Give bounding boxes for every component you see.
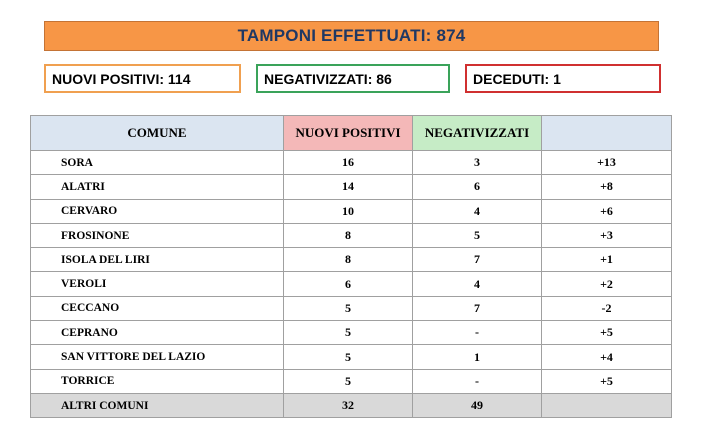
header-negativizzati: NEGATIVIZZATI (413, 116, 542, 151)
differenza-cell: +6 (542, 199, 672, 223)
tamponi-banner: TAMPONI EFFETTUATI: 874 (44, 21, 659, 51)
comune-cell: SAN VITTORE DEL LAZIO (31, 345, 284, 369)
nuovi-positivi-box: NUOVI POSITIVI: 114 (44, 64, 241, 93)
comune-cell: TORRICE (31, 369, 284, 393)
nuovi-positivi-cell: 5 (284, 321, 413, 345)
totals-row (31, 393, 672, 417)
comune-cell: ALATRI (31, 175, 284, 199)
header-comune: COMUNE (31, 116, 284, 151)
negativizzati-cell: 7 (413, 296, 542, 320)
negativizzati-cell: - (413, 321, 542, 345)
table-row (31, 248, 672, 272)
comune-cell: ISOLA DEL LIRI (31, 248, 284, 272)
deceduti-box: DECEDUTI: 1 (465, 64, 661, 93)
table-header-row (31, 116, 672, 151)
differenza-cell: +5 (542, 321, 672, 345)
negativizzati-cell: - (413, 369, 542, 393)
table-row (31, 369, 672, 393)
nuovi-positivi-cell: 5 (284, 369, 413, 393)
nuovi-positivi-cell: 5 (284, 296, 413, 320)
comune-cell: CECCANO (31, 296, 284, 320)
nuovi-positivi-cell: 10 (284, 199, 413, 223)
nuovi-positivi-cell: 5 (284, 345, 413, 369)
comune-cell: CERVARO (31, 199, 284, 223)
negativizzati-cell: 6 (413, 175, 542, 199)
table-row (31, 199, 672, 223)
table-row (31, 345, 672, 369)
table-row (31, 296, 672, 320)
negativizzati-cell: 4 (413, 199, 542, 223)
differenza-cell: +8 (542, 175, 672, 199)
comune-cell: FROSINONE (31, 223, 284, 247)
differenza-cell: +13 (542, 151, 672, 175)
table-row (31, 321, 672, 345)
differenza-cell: -2 (542, 296, 672, 320)
negativizzati-cell: 1 (413, 345, 542, 369)
differenza-cell: +1 (542, 248, 672, 272)
table-row (31, 175, 672, 199)
nuovi-positivi-cell: 16 (284, 151, 413, 175)
table-body (31, 151, 672, 418)
differenza-cell: +2 (542, 272, 672, 296)
nuovi-positivi-cell: 8 (284, 223, 413, 247)
header-nuovi-positivi: NUOVI POSITIVI (284, 116, 413, 151)
negativizzati-box: NEGATIVIZZATI: 86 (256, 64, 450, 93)
table-row (31, 151, 672, 175)
differenza-cell: +5 (542, 369, 672, 393)
negativizzati-cell: 4 (413, 272, 542, 296)
table-row (31, 272, 672, 296)
nuovi-positivi-cell: 6 (284, 272, 413, 296)
comune-cell: CEPRANO (31, 321, 284, 345)
comune-cell: SORA (31, 151, 284, 175)
comune-cell: VEROLI (31, 272, 284, 296)
negativizzati-cell: 7 (413, 248, 542, 272)
comuni-table (30, 115, 672, 418)
nuovi-positivi-cell: 14 (284, 175, 413, 199)
nuovi-positivi-cell: 32 (284, 393, 413, 417)
negativizzati-cell: 49 (413, 393, 542, 417)
negativizzati-cell: 5 (413, 223, 542, 247)
nuovi-positivi-cell: 8 (284, 248, 413, 272)
differenza-cell (542, 393, 672, 417)
negativizzati-cell: 3 (413, 151, 542, 175)
table-row (31, 223, 672, 247)
comune-cell: ALTRI COMUNI (31, 393, 284, 417)
differenza-cell: +3 (542, 223, 672, 247)
differenza-cell: +4 (542, 345, 672, 369)
header-differenza (542, 116, 672, 151)
